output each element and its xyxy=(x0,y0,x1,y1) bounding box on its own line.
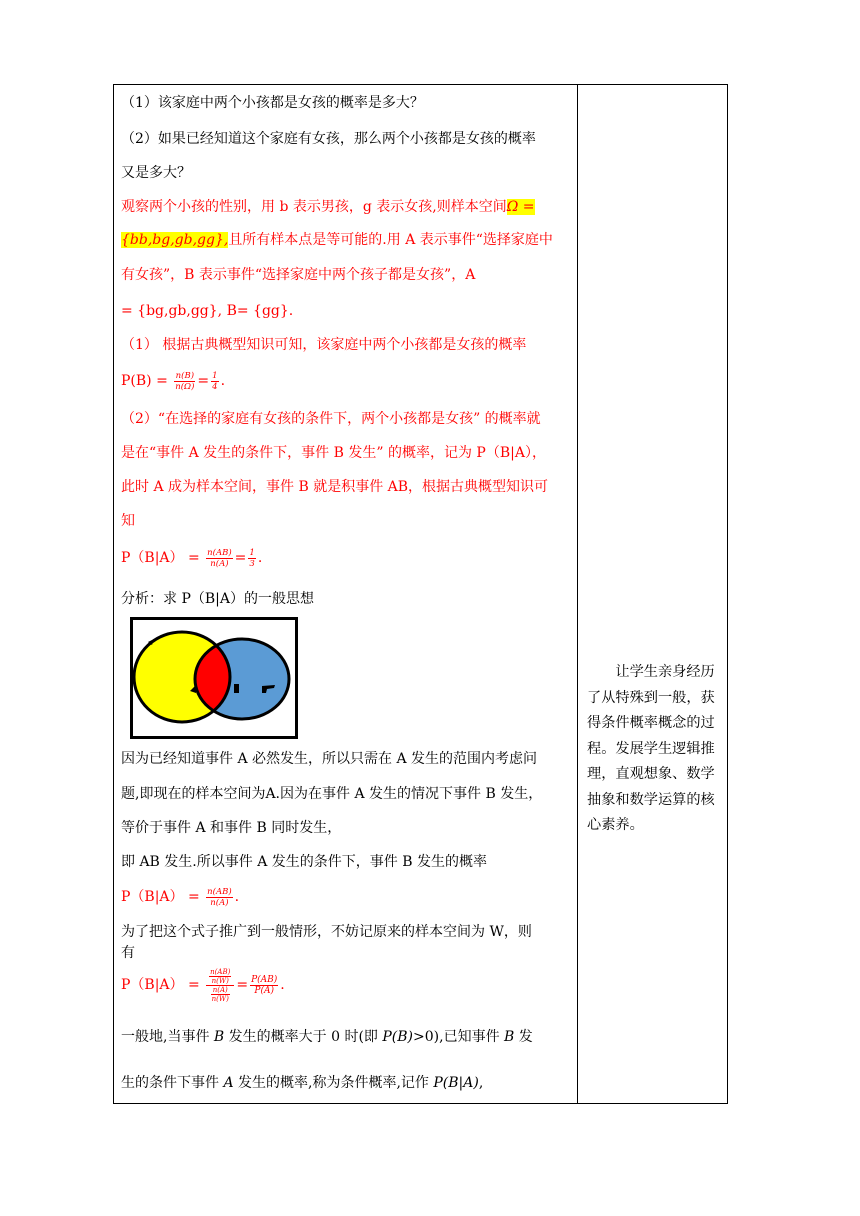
formula-label: P（B|A） = xyxy=(121,977,200,993)
part-1-text: （1） 根据古典概型知识可知，该家庭中两个小孩都是女孩的概率 xyxy=(121,337,527,353)
analysis-heading: 分析：求 P（B|A）的一般思想 xyxy=(121,591,314,607)
period: . xyxy=(234,889,240,905)
fraction xyxy=(211,371,218,392)
sample-space-highlight: {bb,bg,gb,gg}, xyxy=(121,232,229,248)
math-var: B xyxy=(213,1029,225,1045)
question-2-line-1: （2）如果已经知道这个家庭有女孩，那么两个小孩都是女孩的概率 xyxy=(121,131,536,147)
explanation-line-3: 等价于事件 A 和事件 B 同时发生， xyxy=(121,820,342,836)
numerator: P(AB) xyxy=(251,974,278,985)
definition-text: 发 xyxy=(514,1029,533,1045)
numerator: n(AB) xyxy=(210,967,231,976)
denominator: n(A) xyxy=(210,897,229,908)
compound-fraction xyxy=(206,968,234,1003)
solution-line-1 xyxy=(121,197,535,217)
fraction xyxy=(206,887,233,908)
fraction xyxy=(250,975,278,996)
formula-pba-1 xyxy=(121,545,262,571)
lesson-table xyxy=(113,84,728,1104)
math-var: P(B|A) xyxy=(433,1075,479,1091)
formula-pba-2 xyxy=(121,884,239,910)
part-2-line-4: 知 xyxy=(121,513,135,529)
explanation-line-2: 题,即现在的样本空间为A.因为在事件 A 发生的情况下事件 B 发生， xyxy=(121,786,543,802)
numerator xyxy=(206,968,234,986)
omega-highlight: Ω = xyxy=(506,199,535,215)
fraction xyxy=(209,968,231,985)
part-2-line-2: 是在“事件 A 发生的条件下，事件 B 发生” 的概率，记为 P（B|A）， xyxy=(121,445,546,461)
question-2-line-2: 又是多大？ xyxy=(121,165,191,181)
solution-text: 观察两个小孩的性别，用 b 表示男孩，g 表示女孩,则样本空间 xyxy=(121,199,507,215)
fraction xyxy=(206,548,233,569)
fraction xyxy=(174,371,195,392)
denominator: 3 xyxy=(249,558,255,569)
definition-text: 生的条件下事件 xyxy=(121,1075,224,1091)
denominator: 4 xyxy=(212,381,218,392)
formula-pba-3 xyxy=(121,965,285,1005)
numerator: n(AB) xyxy=(207,547,232,558)
period: . xyxy=(280,977,285,993)
formula-label: P（B|A） = xyxy=(121,889,200,905)
solution-line-2 xyxy=(121,230,553,250)
denominator: P(A) xyxy=(254,985,274,996)
design-intent-column: 让学生亲身经历了从特殊到一般，获得条件概率概念的过程。发展学生逻辑推理，直观想象、数学抽象和数学运算的核心素养。 xyxy=(587,664,715,833)
numerator: n(AB) xyxy=(207,886,232,897)
definition-line-2 xyxy=(121,1073,483,1093)
generalize-line-2: 有 xyxy=(121,945,135,961)
fraction xyxy=(248,548,255,569)
denominator: n(W) xyxy=(211,994,229,1003)
explanation-line-1: 因为已经知道事件 A 必然发生，所以只需在 A 发生的范围内考虑问 xyxy=(121,751,538,767)
denominator xyxy=(206,986,234,1003)
math-var: P(B) xyxy=(382,1029,414,1045)
definition-text: >0),已知事件 xyxy=(413,1029,505,1045)
formula-label: P（B|A） = xyxy=(121,550,200,566)
equals: = xyxy=(197,373,210,389)
venn-mark xyxy=(234,684,239,693)
part-2-line-1: （2）“在选择的家庭有女孩的条件下，两个小孩都是女孩” 的概率就 xyxy=(121,411,541,427)
math-var: A xyxy=(223,1075,234,1091)
numerator: 1 xyxy=(249,547,255,558)
denominator: n(A) xyxy=(210,558,229,569)
numerator: n(B) xyxy=(175,370,195,381)
part-2-line-3: 此时 A 成为样本空间，事件 B 就是积事件 AB，根据古典概型知识可 xyxy=(121,479,549,495)
definition-text: 一般地,当事件 xyxy=(121,1029,214,1045)
solution-line-3: 有女孩”，B 表示事件“选择家庭中两个孩子都是女孩”，A xyxy=(121,267,476,283)
math-var: B xyxy=(504,1029,515,1045)
generalize-line-1: 为了把这个式子推广到一般情形，不妨记原来的样本空间为 W，则 xyxy=(121,924,532,940)
formula-label: P(B) = xyxy=(121,373,168,389)
solution-line-4: = {bg,gb,gg}, B= {gg}. xyxy=(121,303,294,319)
equals: = xyxy=(236,977,249,993)
definition-text: , xyxy=(478,1075,484,1091)
definition-text: 发生的概率,称为条件概率,记作 xyxy=(233,1075,434,1091)
column-divider xyxy=(577,85,578,1103)
explanation-line-4: 即 AB 发生.所以事件 A 发生的条件下，事件 B 发生的概率 xyxy=(121,854,487,870)
numerator: n(A) xyxy=(211,986,230,995)
venn-diagram xyxy=(130,617,298,739)
definition-text: 发生的概率大于 0 时(即 xyxy=(224,1029,383,1045)
question-1: （1）该家庭中两个小孩都是女孩的概率是多大？ xyxy=(121,95,424,111)
fraction xyxy=(211,986,230,1003)
period: . xyxy=(220,373,226,389)
definition-line-1 xyxy=(121,1027,533,1047)
denominator: n(W) xyxy=(211,976,229,985)
equals: = xyxy=(234,550,247,566)
numerator: 1 xyxy=(212,370,218,381)
denominator: n(Ω) xyxy=(175,381,195,392)
formula-pb xyxy=(121,369,225,393)
solution-text: 且所有样本点是等可能的.用 A 表示事件“选择家庭中 xyxy=(228,232,553,248)
period: . xyxy=(257,550,263,566)
